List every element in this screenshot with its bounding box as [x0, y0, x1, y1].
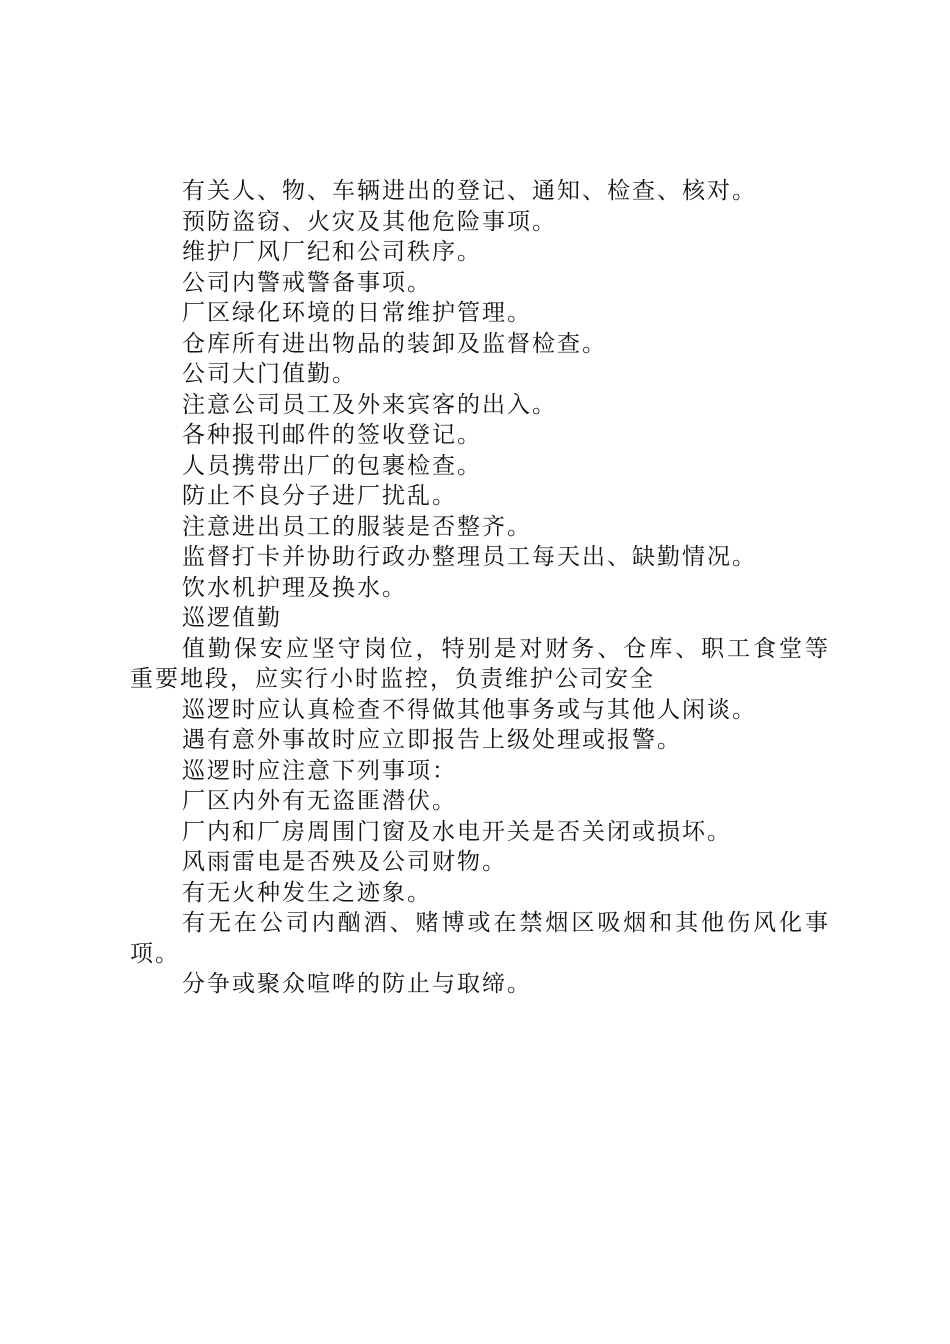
paragraph: 厂区绿化环境的日常维护管理。 — [182, 300, 532, 326]
paragraph: 防止不良分子进厂扰乱。 — [182, 483, 457, 509]
paragraph: 巡逻时应认真检查不得做其他事务或与其他人闲谈。 — [182, 696, 757, 723]
paragraph: 有关人、物、车辆进出的登记、通知、检查、核对。 — [182, 178, 757, 204]
paragraph: 仓库所有进出物品的装卸及监督检查。 — [182, 330, 607, 357]
paragraph: 饮水机护理及换水。 — [182, 574, 407, 601]
paragraph: 风雨雷电是否殃及公司财物。 — [182, 849, 507, 875]
paragraph: 各种报刊邮件的签收登记。 — [182, 422, 482, 448]
paragraph: 厂区内外有无盗匪潜伏。 — [182, 788, 457, 814]
paragraph: 有无在公司内酗酒、赌博或在禁烟区吸烟和其他伤风化事项。 — [130, 910, 830, 967]
paragraph: 人员携带出厂的包裹检查。 — [182, 452, 482, 479]
paragraph: 监督打卡并协助行政办整理员工每天出、缺勤情况。 — [182, 544, 757, 570]
paragraph: 预防盗窃、火灾及其他危险事项。 — [182, 208, 557, 235]
paragraph: 分争或聚众喧哗的防止与取缔。 — [182, 971, 532, 997]
paragraph: 注意公司员工及外来宾客的出入。 — [182, 391, 557, 418]
paragraph: 遇有意外事故时应立即报告上级处理或报警。 — [182, 727, 682, 753]
paragraph: 公司大门值勤。 — [182, 361, 357, 387]
paragraph: 巡逻时应注意下列事项： — [182, 757, 457, 784]
paragraph: 有无火种发生之迹象。 — [182, 879, 432, 906]
paragraph: 公司内警戒警备事项。 — [182, 269, 432, 296]
section-heading: 巡逻值勤 — [182, 605, 282, 631]
document-body — [130, 176, 830, 1000]
paragraph: 注意进出员工的服装是否整齐。 — [182, 513, 532, 540]
paragraph: 厂内和厂房周围门窗及水电开关是否关闭或损坏。 — [182, 818, 732, 845]
paragraph: 值勤保安应坚守岗位，特别是对财务、仓库、职工食堂等重要地段，应实行小时监控，负责维护公司安全 — [130, 635, 830, 692]
paragraph: 维护厂风厂纪和公司秩序。 — [182, 239, 482, 265]
